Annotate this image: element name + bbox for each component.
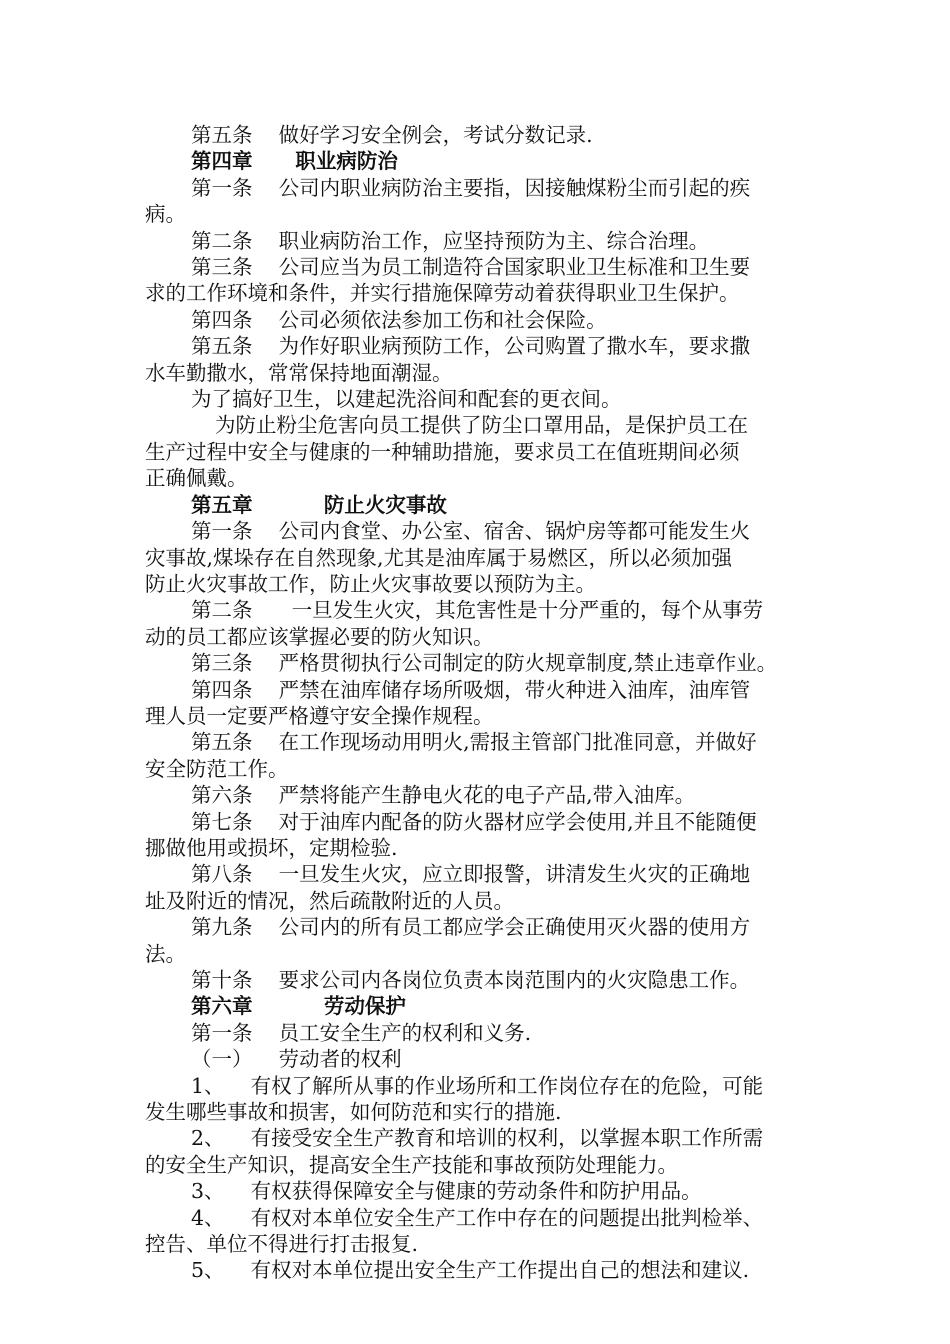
paragraph-line: 第七条 对于油库内配备的防火器材应学会使用,并且不能随便: [191, 809, 757, 834]
paragraph-line: 第三条 公司应当为员工制造符合国家职业卫生标准和卫生要: [191, 255, 751, 280]
paragraph: [145, 1178, 825, 1204]
paragraph: [145, 729, 825, 782]
paragraph: [145, 809, 825, 862]
paragraph: [145, 967, 825, 993]
paragraph: [145, 254, 825, 307]
chapter-heading: 第六章 劳动保护: [191, 994, 406, 1019]
chapter-heading: 第四章 职业病防治: [191, 149, 398, 174]
paragraph-line: 法。: [145, 941, 186, 966]
paragraph: [145, 386, 825, 412]
paragraph-line: 址及附近的情况，然后疏散附近的人员。: [145, 888, 514, 913]
paragraph-line: 动的员工都应该掌握必要的防火知识。: [145, 624, 494, 649]
paragraph-line: 第八条 一旦发生火灾，应立即报警，讲清发生火灾的正确地: [191, 862, 751, 887]
paragraph: [145, 1073, 825, 1126]
paragraph-line: 第二条 职业病防治工作，应坚持预防为主、综合治理。: [191, 228, 710, 253]
paragraph: [145, 1257, 825, 1283]
paragraph-line: 第九条 公司内的所有员工都应学会正确使用灭火器的使用方: [191, 915, 751, 940]
paragraph: [145, 333, 825, 386]
paragraph: [145, 1020, 825, 1046]
paragraph: [145, 1046, 825, 1072]
paragraph-line: 第一条 员工安全生产的权利和义务.: [191, 1020, 532, 1045]
paragraph-line: 3、 有权获得保障安全与健康的劳动条件和防护用品。: [191, 1179, 702, 1204]
paragraph: [145, 307, 825, 333]
paragraph: [145, 861, 825, 914]
paragraph-line: 1、 有权了解所从事的作业场所和工作岗位存在的危险，可能: [191, 1073, 764, 1098]
paragraph-line: 安全防范工作。: [145, 756, 289, 781]
paragraph-line: 正确佩戴。: [145, 466, 248, 491]
paragraph-line: 第二条 一旦发生火灾，其危害性是十分严重的，每个从事劳: [191, 598, 764, 623]
paragraph-line: 生产过程中安全与健康的一种辅助措施，要求员工在值班期间必须: [145, 439, 740, 464]
paragraph-line: 求的工作环境和条件，并实行措施保障劳动着获得职业卫生保护。: [145, 281, 740, 306]
paragraph-line: 第五条 在工作现场动用明火,需报主管部门批准同意，并做好: [191, 730, 757, 755]
document-body: [145, 122, 825, 1284]
paragraph-line: 第五条 为作好职业病预防工作，公司购置了撒水车，要求撒: [191, 334, 751, 359]
paragraph: [145, 1205, 825, 1258]
paragraph-line: 理人员一定要严格遵守安全操作规程。: [145, 703, 494, 728]
paragraph: [145, 175, 825, 228]
paragraph-line: 的安全生产知识，提高安全生产技能和事故预防处理能力。: [145, 1152, 678, 1177]
paragraph-line: 5、 有权对本单位提出安全生产工作提出自己的想法和建议.: [191, 1258, 750, 1283]
paragraph-line: 第五条 做好学习安全例会，考试分数记录.: [191, 123, 593, 147]
paragraph: [145, 782, 825, 808]
paragraph-line: 为了搞好卫生，以建起洗浴间和配套的更衣间。: [191, 387, 622, 412]
paragraph: [145, 122, 825, 148]
paragraph-line: 第三条 严格贯彻执行公司制定的防火规章制度,禁止违章作业。: [191, 651, 778, 676]
paragraph: [145, 518, 825, 597]
paragraph-line: 灾事故,煤垛存在自然现象,尤其是油库属于易燃区，所以必须加强: [145, 545, 733, 570]
paragraph-line: 为防止粉尘危害向员工提供了防尘口罩用品，是保护员工在: [215, 413, 748, 438]
paragraph-line: 挪做他用或损坏，定期检验.: [145, 835, 398, 860]
paragraph-line: 4、 有权对本单位安全生产工作中存在的问题提出批判检举、: [191, 1205, 764, 1230]
paragraph: [145, 650, 825, 676]
paragraph: [145, 412, 825, 491]
paragraph-line: 第十条 要求公司内各岗位负责本岗范围内的火灾隐患工作。: [191, 968, 751, 992]
paragraph-line: 病。: [145, 202, 186, 227]
paragraph: [145, 914, 825, 967]
paragraph: [145, 677, 825, 730]
paragraph-line: 第四条 公司必须依法参加工伤和社会保险。: [191, 307, 607, 332]
paragraph-line: 2、 有接受安全生产教育和培训的权利，以掌握本职工作所需: [191, 1126, 764, 1151]
paragraph: [145, 228, 825, 254]
paragraph-line: （一） 劳动者的权利: [191, 1047, 402, 1072]
paragraph: [145, 1125, 825, 1178]
chapter-heading: 第五章 防止火灾事故: [191, 492, 447, 517]
paragraph-line: 第一条 公司内食堂、办公室、宿舍、锅炉房等都可能发生火: [191, 519, 751, 544]
paragraph-line: 水车勤撒水，常常保持地面潮湿。: [145, 360, 453, 385]
paragraph-line: 第六条 严禁将能产生静电火花的电子产品,带入油库。: [191, 783, 696, 808]
paragraph-line: 第四条 严禁在油库储存场所吸烟，带火种进入油库，油库管: [191, 677, 751, 702]
paragraph-line: 发生哪些事故和损害，如何防范和实行的措施.: [145, 1100, 562, 1125]
paragraph: [145, 597, 825, 650]
paragraph-line: 第一条 公司内职业病防治主要指，因接触煤粉尘而引起的疾: [191, 175, 751, 200]
paragraph-line: 防止火灾事故工作，防止火灾事故要以预防为主。: [145, 571, 596, 596]
paragraph-line: 控告、单位不得进行打击报复.: [145, 1232, 419, 1257]
